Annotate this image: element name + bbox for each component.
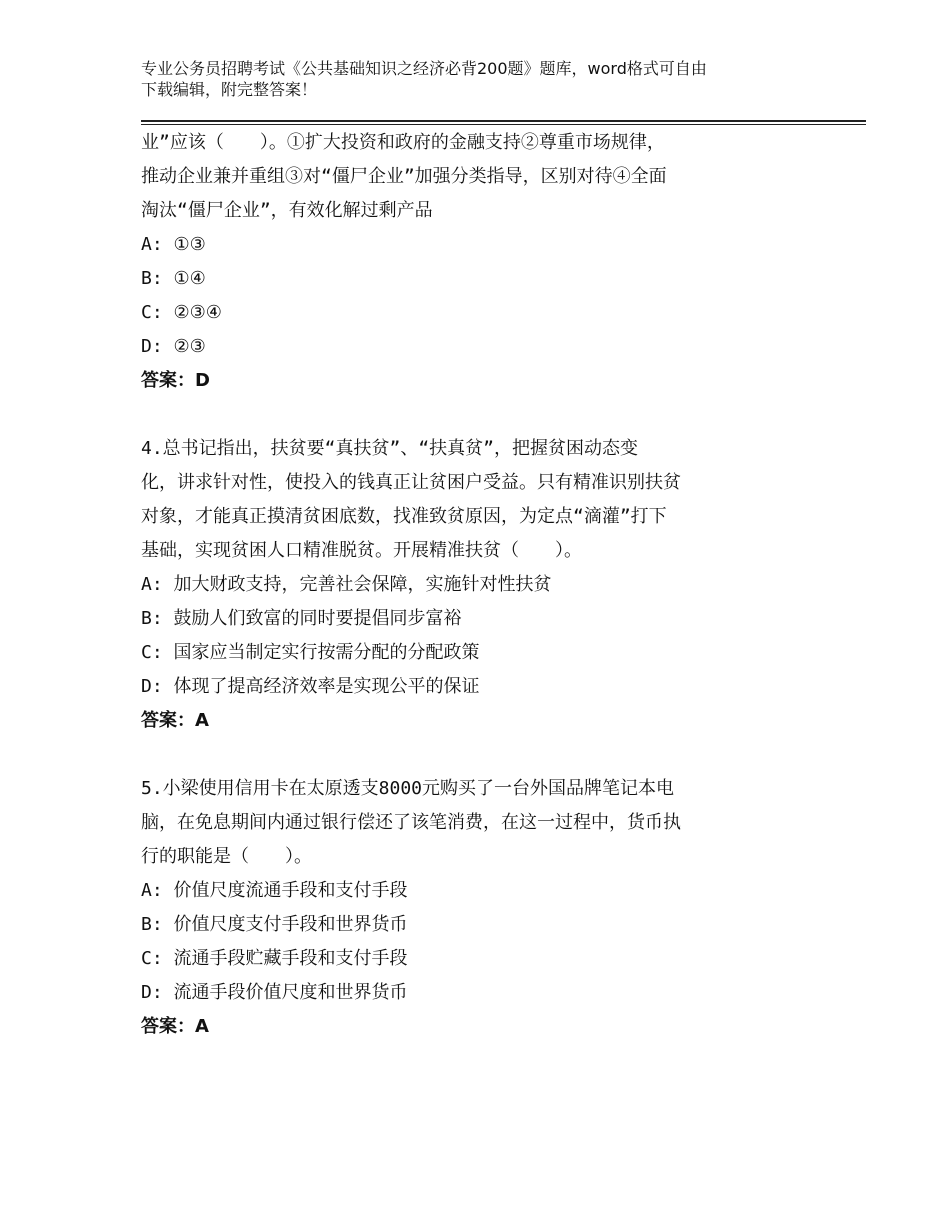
header-rule-thin [141, 124, 866, 125]
question-stem-line: 基础，实现贫困人口精准脱贫。开展精准扶贫（ ）。 [141, 540, 582, 561]
question-spacer [141, 398, 861, 432]
question-stem-line: 业”应该（ ）。①扩大投资和政府的金融支持②尊重市场规律， [141, 132, 665, 153]
question-block [141, 126, 861, 398]
option-b: B: ①④ [141, 268, 206, 289]
question-stem-line: 推动企业兼并重组③对“僵尸企业”加强分类指导，区别对待④全面 [141, 166, 667, 187]
option-c: C: 流通手段贮藏手段和支付手段 [141, 948, 408, 969]
document-header [141, 58, 801, 100]
question-stem-line: 对象，才能真正摸清贫困底数，找准致贫原因，为定点“滴灌”打下 [141, 506, 667, 527]
question-list [141, 126, 861, 1044]
option-c: C: ②③④ [141, 302, 222, 323]
question-stem-line: 行的职能是（ ）。 [141, 846, 312, 867]
question-stem-line: 5.小梁使用信用卡在太原透支8000元购买了一台外国品牌笔记本电 [141, 778, 675, 799]
question-stem-line: 脑，在免息期间内通过银行偿还了该笔消费，在这一过程中，货币执 [141, 812, 681, 833]
option-a: A: 加大财政支持，完善社会保障，实施针对性扶贫 [141, 574, 552, 595]
answer-line: 答案：A [141, 1016, 209, 1037]
option-c: C: 国家应当制定实行按需分配的分配政策 [141, 642, 480, 663]
option-b: B: 价值尺度支付手段和世界货币 [141, 914, 408, 935]
question-block [141, 432, 861, 738]
answer-line: 答案：D [141, 370, 210, 391]
question-stem-line: 淘汰“僵尸企业”，有效化解过剩产品 [141, 200, 433, 221]
option-d: D: 体现了提高经济效率是实现公平的保证 [141, 676, 480, 697]
option-b: B: 鼓励人们致富的同时要提倡同步富裕 [141, 608, 462, 629]
header-line-2: 下载编辑，附完整答案！ [141, 80, 318, 99]
answer-line: 答案：A [141, 710, 209, 731]
option-d: D: 流通手段价值尺度和世界货币 [141, 982, 408, 1003]
question-stem-line: 4.总书记指出，扶贫要“真扶贫”、“扶真贫”，把握贫困动态变 [141, 438, 639, 459]
option-a: A: ①③ [141, 234, 206, 255]
question-block [141, 772, 861, 1044]
question-stem-line: 化，讲求针对性，使投入的钱真正让贫困户受益。只有精准识别扶贫 [141, 472, 681, 493]
header-line-1: 专业公务员招聘考试《公共基础知识之经济必背200题》题库，word格式可自由 [141, 59, 707, 78]
header-rule-thick [141, 120, 866, 122]
question-spacer [141, 738, 861, 772]
option-d: D: ②③ [141, 336, 206, 357]
option-a: A: 价值尺度流通手段和支付手段 [141, 880, 408, 901]
